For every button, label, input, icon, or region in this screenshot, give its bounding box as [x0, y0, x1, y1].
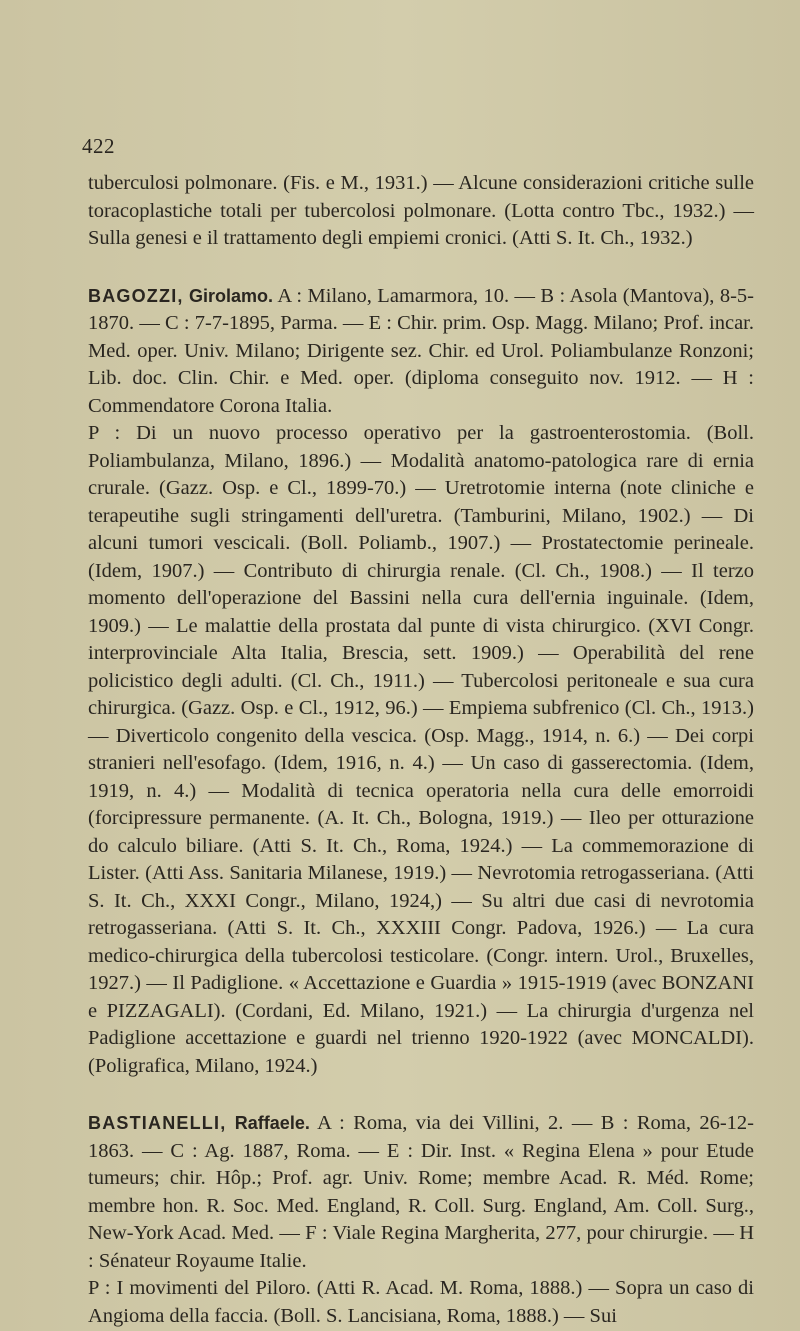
- entry-publications: P : I movimenti del Piloro. (Atti R. Acad. M. Roma, 1888.) — Sopra un caso di Angioma della faccia. (Boll. S. Lancisiana, Roma, 1888.) — Sui: [88, 1277, 754, 1327]
- entry-bio-text: A : Milano, Lamarmora, 10. — B : Asola (Mantova), 8-5-1870. — C : 7-7-1895, Parma. — E : Chir. prim. Osp. Magg. Milano; Prof. incar. Med. oper. Univ. Milano; Dirigente sez. Chir. ed Urol. Poliambulanze Ronzoni; Lib. doc. Clin. Chir. e Med. oper. (diploma conseguito nov. 1912. — H : Commendatore Corona Italia.: [88, 284, 754, 417]
- entry-bagozzi: [88, 283, 754, 1081]
- entry-bio: [88, 283, 754, 421]
- entry-bastianelli: [88, 1110, 754, 1330]
- entry-given-name: Raffaele.: [234, 1113, 310, 1133]
- entry-given-name: Girolamo.: [189, 285, 274, 306]
- entry-surname: BAGOZZI,: [88, 285, 184, 306]
- entry-bio: [88, 1110, 754, 1275]
- page-body: [88, 170, 754, 1330]
- entry-surname: BASTIANELLI,: [88, 1113, 227, 1133]
- entry-bio-text: A : Roma, via dei Villini, 2. — B : Roma, 26-12-1863. — C : Ag. 1887, Roma. — E : Dir. Inst. « Regina Elena » pour Etude tumeurs; chir. Hôp.; Prof. agr. Univ. Rome; membre Acad. R. Méd. Rome; membre hon. R. Soc. Med. England, R. Coll. Surg. England, Am. Coll. Surg., New-York Acad. Med. — F : Viale Regina Margherita, 277, pour chirurgie. — H : Sénateur Royaume Italie.: [88, 1112, 754, 1272]
- lead-paragraph: tuberculosi polmonare. (Fis. e M., 1931.) — Alcune considerazioni critiche sulle toracoplastiche totali per tubercolosi polmonare. (Lotta contro Tbc., 1932.) — Sulla genesi e il trattamento degli empiemi cronici. (Atti S. It. Ch., 1932.): [88, 172, 754, 249]
- entry-publications: P : Di un nuovo processo operativo per la gastroenterostomia. (Boll. Poliambulanza, Milano, 1896.) — Modalità anatomo-patologica rare di ernia crurale. (Gazz. Osp. e Cl., 1899-70.) — Uretrotomie interna (note cliniche e terapeutihe sugli stringamenti dell'uretra. (Tamburini, Milano, 1902.) — Di alcuni tumori vescicali. (Boll. Poliamb., 1907.) — Prostatectomie perineale. (Idem, 1907.) — Contributo di chirurgia renale. (Cl. Ch., 1908.) — Il terzo momento dell'operazione del Bassini nella cura dell'ernia inguinale. (Idem, 1909.) — Le malattie della prostata dal punte di vista chirurgico. (XVI Congr. interprovinciale Alta Italia, Brescia, sett. 1909.) — Operabilità del rene policistico degli adulti. (Cl. Ch., 1911.) — Tubercolosi peritoneale e sua cura chirurgica. (Gazz. Osp. e Cl., 1912, 96.) — Empiema subfrenico (Cl. Ch., 1913.) — Diverticolo congenito della vescica. (Osp. Magg., 1914, n. 6.) — Dei corpi stranieri nell'esofago. (Idem, 1916, n. 4.) — Un caso di gasserectomia. (Idem, 1919, n. 4.) — Modalità di tecnica operatoria nella cura delle emorroidi (forcipressure permanente. (A. It. Ch., Bologna, 1919.) — Ileo per otturazione do calculo biliare. (Atti S. It. Ch., Roma, 1924.) — La commemorazione di Lister. (Atti Ass. Sanitaria Milanese, 1919.) — Nevrotomia retrogasseriana. (Atti S. It. Ch., XXXI Congr., Milano, 1924,) — Su altri due casi di nevrotomia retrogasseriana. (Atti S. It. Ch., XXXIII Congr. Padova, 1926.) — La cura medico-chirurgica della tubercolosi testicolare. (Congr. intern. Urol., Bruxelles, 1927.) — Il Padiglione. « Accettazione e Guardia » 1915-1919 (avec BONZANI e PIZZAGALI). (Cordani, Ed. Milano, 1921.) — La chirurgia d'urgenza nel Padiglione accettazione e guardi nel trienno 1920-1922 (avec MONCALDI). (Poligrafica, Milano, 1924.): [88, 422, 754, 1077]
- page-number: 422: [82, 134, 115, 158]
